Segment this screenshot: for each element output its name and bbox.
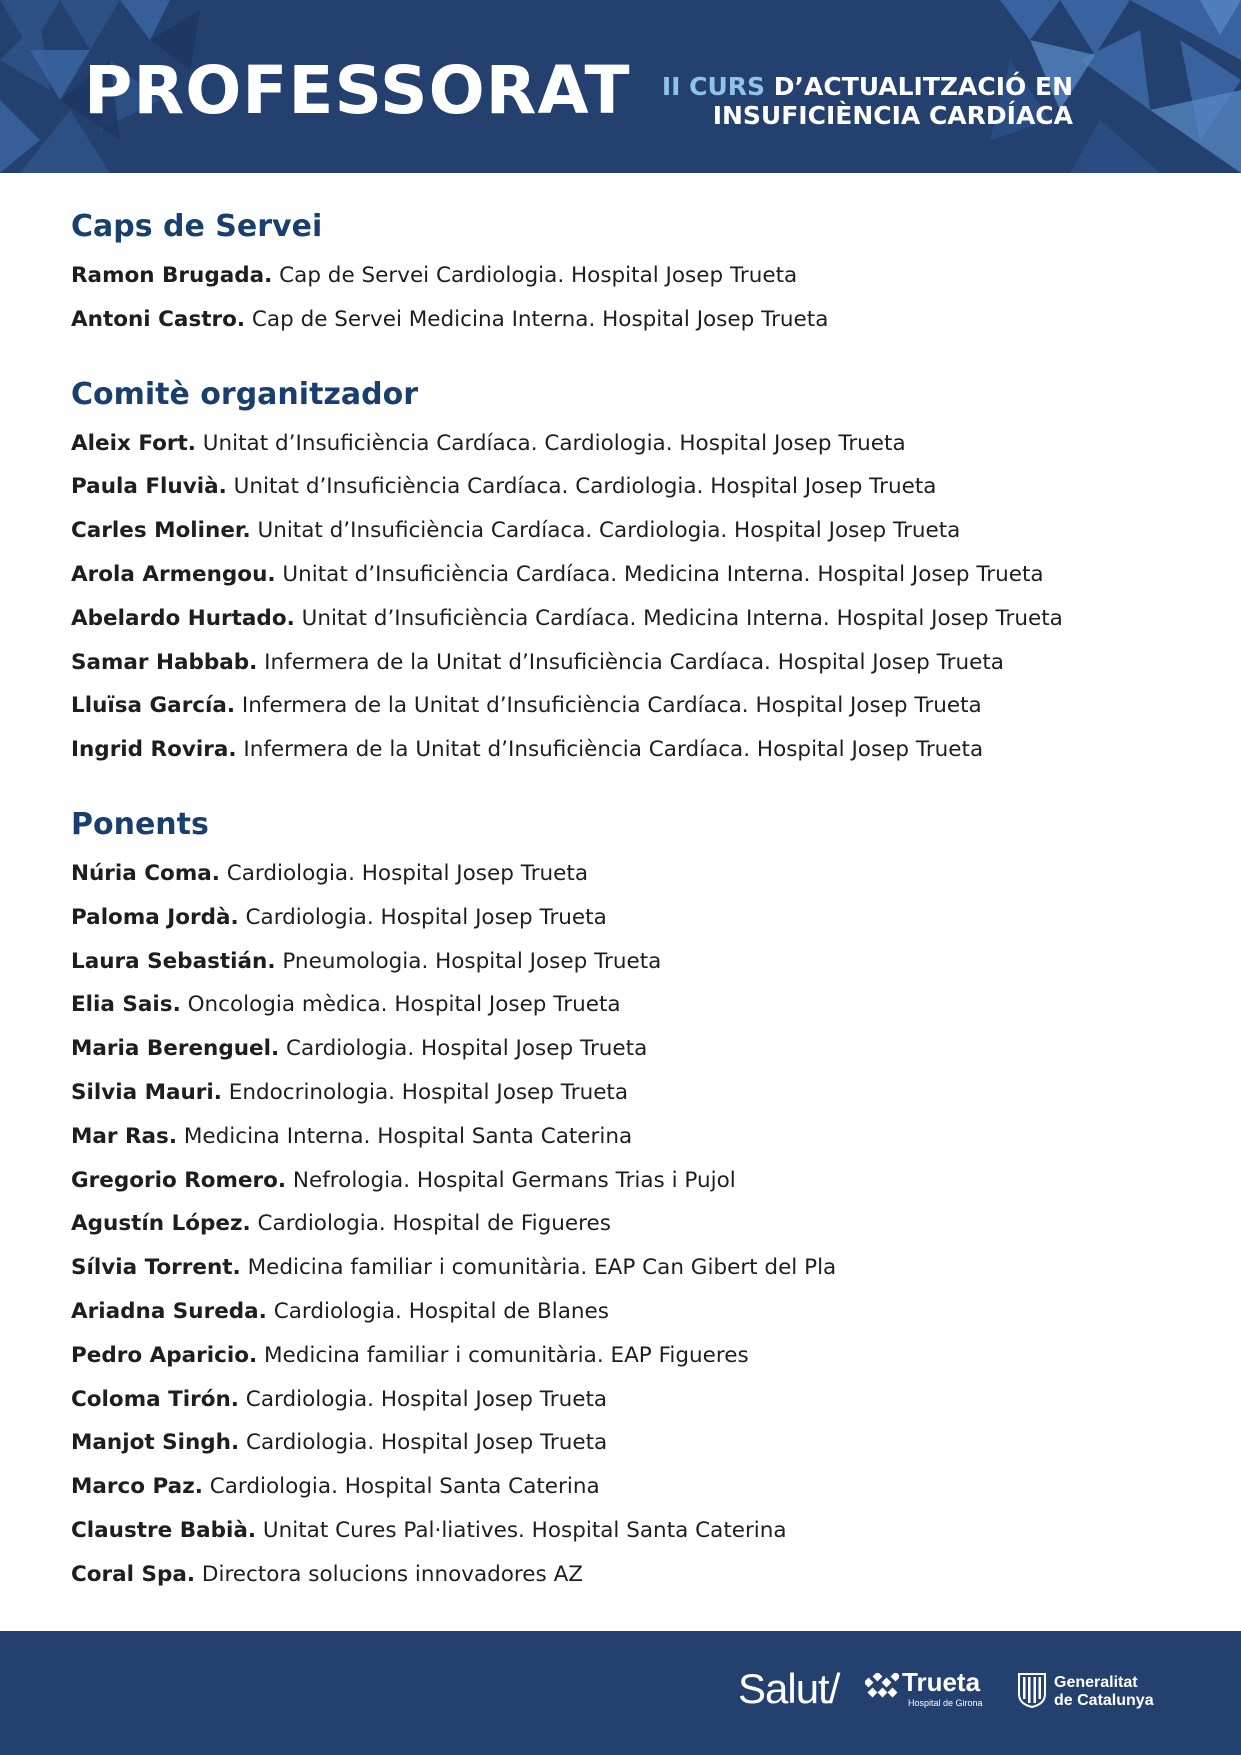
person-role: Unitat d’Insuficiència Cardíaca. Cardiologia. Hospital Josep Trueta (195, 430, 906, 456)
person-name: Ingrid Rovira. (71, 737, 237, 763)
list-item (71, 852, 1191, 896)
person-name: Paula Fluvià. (71, 474, 227, 500)
list-item (71, 1202, 1191, 1246)
person-role: Cardiologia. Hospital de Blanes (266, 1298, 609, 1324)
list-item (71, 1553, 1191, 1597)
course-number: II CURS (661, 72, 766, 101)
section-entries-caps-de-servei (71, 254, 1191, 342)
list-item (71, 1159, 1191, 1203)
person-role: Cardiologia. Hospital Josep Trueta (238, 904, 607, 930)
person-role: Cardiologia. Hospital Josep Trueta (239, 1430, 608, 1456)
person-name: Antoni Castro. (71, 306, 246, 332)
person-role: Infermera de la Unitat d’Insuficiència Cardíaca. Hospital Josep Trueta (236, 737, 984, 763)
list-item (71, 553, 1191, 597)
course-title (662, 72, 1073, 130)
page-title: PROFESSORAT (84, 52, 631, 129)
person-name: Pedro Aparicio. (71, 1342, 258, 1368)
section-title-comite-organitzador: Comitè organitzador (71, 376, 418, 412)
faculty-list (71, 200, 1191, 1597)
list-item (71, 1246, 1191, 1290)
person-role: Unitat d’Insuficiència Cardíaca. Medicina Interna. Hospital Josep Trueta (275, 561, 1044, 587)
person-name: Marco Paz. (71, 1474, 203, 1500)
list-item (71, 1378, 1191, 1422)
person-role: Infermera de la Unitat d’Insuficiència Cardíaca. Hospital Josep Trueta (257, 649, 1004, 675)
course-title-line-1 (662, 72, 1073, 101)
person-role: Infermera de la Unitat d’Insuficiència Cardíaca. Hospital Josep Trueta (235, 693, 982, 719)
person-name: Manjot Singh. (71, 1430, 240, 1456)
person-name: Maria Berenguel. (71, 1036, 280, 1062)
person-role: Cardiologia. Hospital Josep Trueta (238, 1386, 608, 1412)
list-item (71, 1290, 1191, 1334)
person-name: Arola Armengou. (71, 561, 276, 587)
person-name: Coral Spa. (71, 1561, 196, 1587)
course-title-rest: D’ACTUALITZACIÓ EN (765, 72, 1073, 101)
person-name: Núria Coma. (71, 860, 220, 886)
person-name: Agustín López. (71, 1211, 251, 1237)
course-title-line-2: INSUFICIÈNCIA CARDÍACA (712, 101, 1073, 130)
generalitat-logo-line-2: de Catalunya (1054, 1692, 1154, 1709)
person-name: Elia Sais. (71, 992, 181, 1018)
section-title-caps-de-servei: Caps de Servei (71, 209, 323, 244)
list-item (71, 983, 1191, 1027)
section-entries-ponents (71, 852, 1191, 1597)
person-role: Cardiologia. Hospital de Figueres (250, 1211, 611, 1237)
list-item (71, 728, 1191, 772)
person-name: Carles Moliner. (71, 518, 251, 544)
person-name: Coloma Tirón. (71, 1386, 239, 1412)
section-spacer (71, 772, 1191, 798)
person-name: Lluïsa García. (71, 693, 236, 719)
trueta-logo: Trueta (902, 1667, 981, 1697)
person-name: Claustre Babià. (71, 1517, 257, 1543)
person-role: Pneumologia. Hospital Josep Trueta (275, 948, 662, 974)
list-item (71, 298, 1191, 342)
list-item (71, 896, 1191, 940)
person-role: Cap de Servei Medicina Interna. Hospital Josep Trueta (245, 306, 829, 332)
person-name: Sílvia Torrent. (71, 1255, 241, 1281)
person-role: Oncologia mèdica. Hospital Josep Trueta (180, 992, 621, 1018)
person-name: Gregorio Romero. (71, 1167, 287, 1193)
person-role: Nefrologia. Hospital Germans Trias i Pujol (286, 1167, 736, 1193)
person-role: Unitat d’Insuficiència Cardíaca. Cardiologia. Hospital Josep Trueta (226, 474, 937, 500)
section-entries-comite-organitzador (71, 422, 1191, 772)
list-item (71, 1465, 1191, 1509)
person-role: Unitat d’Insuficiència Cardíaca. Medicina Interna. Hospital Josep Trueta (294, 605, 1063, 631)
salut-logo: Salut/ (738, 1665, 840, 1712)
trueta-logo-icon (865, 1673, 899, 1701)
trueta-logo-subtitle: Hospital de Girona (908, 1698, 983, 1708)
list-item (71, 641, 1191, 685)
list-item (71, 1509, 1191, 1553)
person-name: Mar Ras. (71, 1123, 178, 1149)
list-item (71, 254, 1191, 298)
list-item (71, 1421, 1191, 1465)
person-name: Ariadna Sureda. (71, 1298, 267, 1324)
person-role: Cardiologia. Hospital Josep Trueta (219, 860, 588, 886)
person-name: Ramon Brugada. (71, 263, 273, 288)
person-name: Abelardo Hurtado. (71, 605, 295, 631)
person-name: Samar Habbab. (71, 649, 258, 675)
generalitat-logo-line-1: Generalitat (1054, 1674, 1138, 1691)
header-banner (0, 0, 1241, 173)
person-name: Paloma Jordà. (71, 904, 239, 930)
section-title-ponents: Ponents (71, 806, 209, 842)
person-role: Medicina Interna. Hospital Santa Caterina (177, 1123, 633, 1149)
person-name: Aleix Fort. (71, 430, 196, 456)
person-role: Cap de Servei Cardiologia. Hospital Josep Trueta (272, 263, 798, 288)
list-item (71, 684, 1191, 728)
list-item (71, 1115, 1191, 1159)
list-item (71, 940, 1191, 984)
person-role: Directora solucions innovadores AZ (195, 1561, 584, 1587)
person-role: Medicina familiar i comunitària. EAP Can Gibert del Pla (240, 1255, 837, 1281)
person-role: Cardiologia. Hospital Josep Trueta (279, 1036, 648, 1062)
list-item (71, 509, 1191, 553)
list-item (71, 422, 1191, 466)
list-item (71, 465, 1191, 509)
list-item (71, 1027, 1191, 1071)
person-role: Cardiologia. Hospital Santa Caterina (202, 1474, 600, 1500)
person-name: Silvia Mauri. (71, 1079, 222, 1105)
footer-banner (0, 1631, 1241, 1755)
list-item (71, 1334, 1191, 1378)
list-item (71, 597, 1191, 641)
person-role: Unitat Cures Pal·liatives. Hospital Santa Caterina (256, 1517, 787, 1543)
section-spacer (71, 342, 1191, 368)
person-name: Laura Sebastián. (71, 948, 276, 974)
person-role: Medicina familiar i comunitària. EAP Figueres (257, 1342, 749, 1368)
list-item (71, 1071, 1191, 1115)
generalitat-logo (1054, 1674, 1154, 1710)
person-role: Unitat d’Insuficiència Cardíaca. Cardiologia. Hospital Josep Trueta (250, 518, 961, 544)
person-role: Endocrinologia. Hospital Josep Trueta (221, 1079, 629, 1105)
generalitat-emblem-icon (1017, 1672, 1047, 1708)
